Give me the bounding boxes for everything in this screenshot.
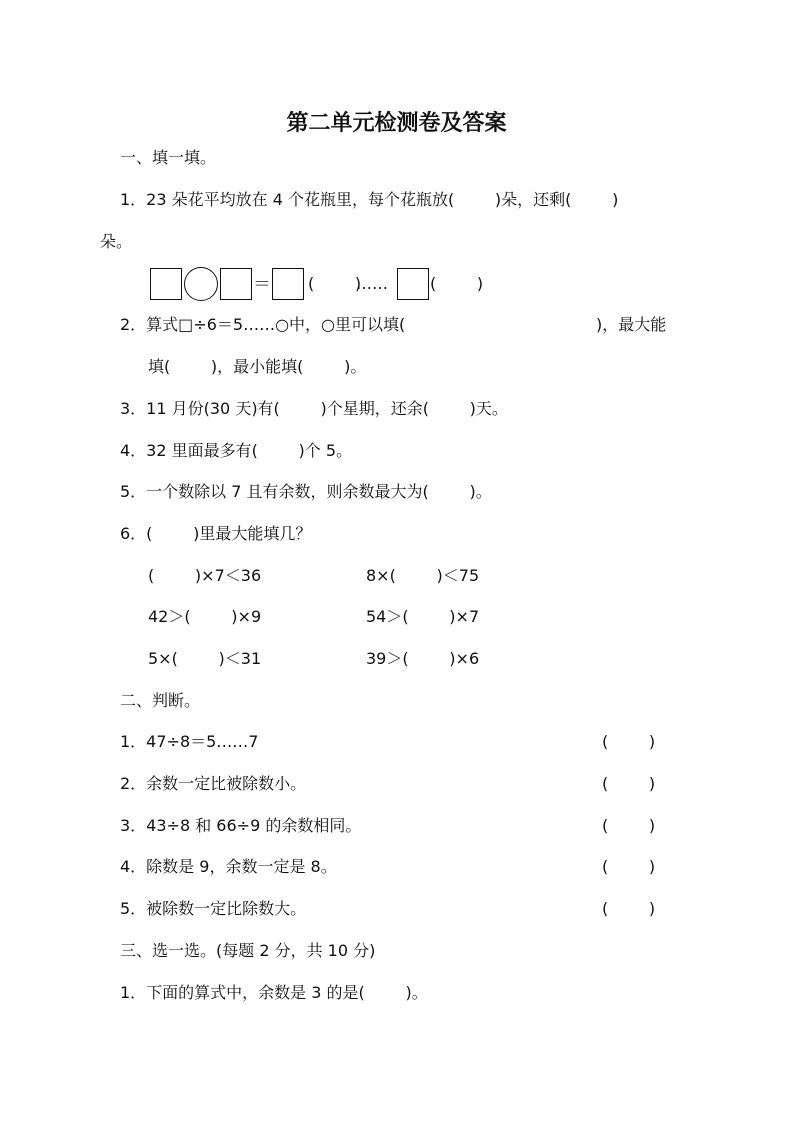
judge-item-3: 3．43÷8 和 66÷9 的余数相同。: [120, 816, 362, 835]
judge-answer-3: ( ): [602, 816, 656, 835]
judge-item-2: 2．余数一定比被除数小。: [120, 774, 307, 793]
judge-answer-1: ( ): [602, 732, 656, 751]
q6-item-2: 8×( )＜75: [366, 566, 480, 585]
formula-box-quotient: [272, 268, 304, 300]
formula-blank-1: ( ): [308, 274, 362, 293]
formula-box-dividend: [150, 268, 182, 300]
q6-item-3: 42＞( )×9: [148, 607, 262, 626]
question-2-line1-end: )，最大能: [596, 315, 667, 334]
question-5: 5．一个数除以 7 且有余数，则余数最大为( )。: [120, 482, 492, 501]
formula-circle-operator: [184, 267, 218, 301]
formula-blank-2: ( ): [430, 274, 484, 293]
page-title: 第二单元检测卷及答案: [286, 111, 507, 136]
section1-heading: 一、填一填。: [120, 148, 217, 167]
choice-question-1: 1．下面的算式中，余数是 3 的是( )。: [120, 983, 428, 1002]
judge-item-5: 5．被除数一定比除数大。: [120, 899, 307, 918]
question-2-line2: 填( )，最小能填( )。: [148, 357, 367, 376]
judge-answer-5: ( ): [602, 899, 656, 918]
formula-box-divisor: [220, 268, 252, 300]
judge-answer-2: ( ): [602, 774, 656, 793]
section2-heading: 二、判断。: [120, 691, 201, 710]
question-1-line2: 朵。: [100, 232, 133, 251]
judge-item-1: 1．47÷8＝5……7: [120, 732, 259, 751]
question-1-line1: 1．23 朵花平均放在 4 个花瓶里，每个花瓶放( )朵，还剩( ): [120, 190, 619, 209]
question-3: 3．11 月份(30 天)有( )个星期，还余( )天。: [120, 399, 508, 418]
judge-item-4: 4．除数是 9，余数一定是 8。: [120, 857, 337, 876]
judge-answer-4: ( ): [602, 857, 656, 876]
question-2-line1: 2．算式□÷6＝5……○中，○里可以填(: [120, 315, 406, 334]
q6-item-1: ( )×7＜36: [148, 566, 262, 585]
q6-item-5: 5×( )＜31: [148, 649, 262, 668]
formula-dots: ……: [356, 274, 388, 293]
question-6: 6．( )里最大能填几？: [120, 524, 312, 543]
section3-heading: 三、选一选。(每题 2 分，共 10 分): [120, 941, 376, 960]
formula-box-remainder: [397, 268, 429, 300]
q6-item-4: 54＞( )×7: [366, 607, 480, 626]
q6-item-6: 39＞( )×6: [366, 649, 480, 668]
question-4: 4．32 里面最多有( )个 5。: [120, 441, 353, 460]
formula-equals: ＝: [253, 274, 271, 295]
